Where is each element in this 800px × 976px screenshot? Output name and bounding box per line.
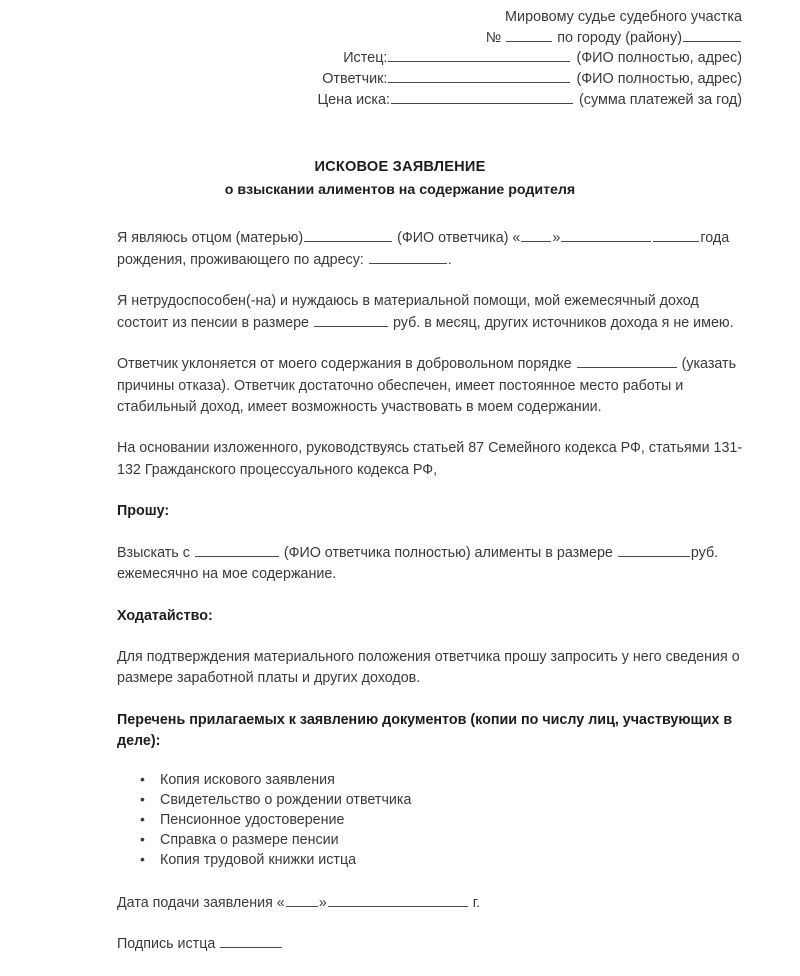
p1-text-d: года рождения, проживающего по адресу: [117,230,730,268]
header-number-label: № [485,29,502,46]
date-text-b: » [318,894,327,911]
paragraph-petition-detail: Для подтверждения материального положения ответчика прошу запросить у него сведения о размере заработной платы и других доходов. [117,648,740,687]
attachment-list [117,771,743,871]
list-item: • Свидетельство о рождении ответчика [117,791,743,811]
refusal-reason-blank[interactable] [577,354,677,368]
list-item: • Пенсионное удостоверение [117,811,743,831]
birth-day-blank[interactable] [521,228,551,242]
list-item: • Копия искового заявления [117,771,743,791]
header-city-label: по городу (району) [557,29,682,46]
document-body [117,228,743,976]
submission-date-line [117,893,743,915]
claim-price-note: (сумма платежей за год) [578,91,742,108]
p5-text-b: (ФИО ответчика полностью) алименты в размере [283,544,613,561]
plaintiff-label: Истец: [343,50,388,67]
header-court-line [250,7,742,28]
signature-blank[interactable] [220,934,282,948]
list-item: • Справка о размере пенсии [117,831,743,851]
submission-day-blank[interactable] [286,893,318,907]
heading-attachments: Перечень прилагаемых к заявлению документов (копии по числу лиц, участвующих в деле): [117,711,733,750]
p5-text-c: руб. ежемесячно на мое содержание. [117,544,719,583]
claim-price-label: Цена иска: [317,91,390,108]
header-court-text: Мировому судье судебного участка [505,9,742,25]
p1-text-b: (ФИО ответчика) « [397,230,521,247]
court-number-blank[interactable] [506,28,552,42]
pension-amount-blank[interactable] [314,313,388,327]
p3-text-a: Ответчик уклоняется от моего содержания в добровольном порядке [117,356,572,373]
paragraph-request-detail [117,543,743,586]
list-item: • Копия трудовой книжки истца [117,851,743,871]
heading-request: Прошу: [117,503,170,520]
p1-text-e: . [447,251,452,268]
defendant-note: (ФИО полностью, адрес) [576,71,742,88]
paragraph-parentage [117,228,743,271]
p1-text-a: Я являюсь отцом (матерью) [117,230,304,247]
heading-petition: Ходатайство: [117,607,213,624]
document-title-block [0,158,800,200]
plaintiff-blank[interactable] [388,48,570,62]
p3-text-b: (указать причины отказа). Ответчик достаточно обеспечен, имеет постоянное место работы и стабильный доход, имеет возможность участвовать в моем содержании. [117,356,737,415]
alimony-amount-blank[interactable] [618,543,690,557]
p5-text-a: Взыскать с [117,544,190,561]
document-title: ИСКОВОЕ ЗАЯВЛЕНИЕ [314,159,486,175]
plaintiff-row [250,48,742,69]
addressee-header [250,7,742,110]
signature-line [117,934,743,956]
document-subtitle: о взыскании алиментов на содержание родителя [224,182,576,198]
defendant-label: Ответчик: [322,71,388,88]
paragraph-legal-basis: На основании изложенного, руководствуясь статьей 87 Семейного кодекса РФ, статьями 131-132 Гражданского процессуального кодекса РФ, [117,440,743,478]
paragraph-evasion [117,354,743,418]
date-text-c: г. [472,894,481,911]
claim-price-blank[interactable] [391,90,573,104]
p2-text-a: Я нетрудоспособен(-на) и нуждаюсь в материальной помощи, мой ежемесячный доход состоит из пенсии в размере [117,293,699,331]
p2-text-b: руб. в месяц, других источников дохода я не имею. [392,314,734,331]
date-text-a: Дата подачи заявления « [117,894,285,911]
p1-text-c: » [552,230,561,247]
defendant-fio-blank[interactable] [304,228,392,242]
submission-month-year-blank[interactable] [328,893,468,907]
defendant-blank[interactable] [388,69,570,83]
birth-year-blank[interactable] [653,228,699,242]
paragraph-incapacity [117,291,743,334]
birth-month-blank[interactable] [561,228,651,242]
court-city-blank[interactable] [683,28,741,42]
signature-label: Подпись истца [117,936,216,953]
plaintiff-note: (ФИО полностью, адрес) [576,50,742,67]
defendant-address-blank[interactable] [369,250,447,264]
header-district-line [250,28,742,49]
defendant-row [250,69,742,90]
claim-price-row [250,90,742,111]
defendant-fullname-blank[interactable] [195,543,279,557]
